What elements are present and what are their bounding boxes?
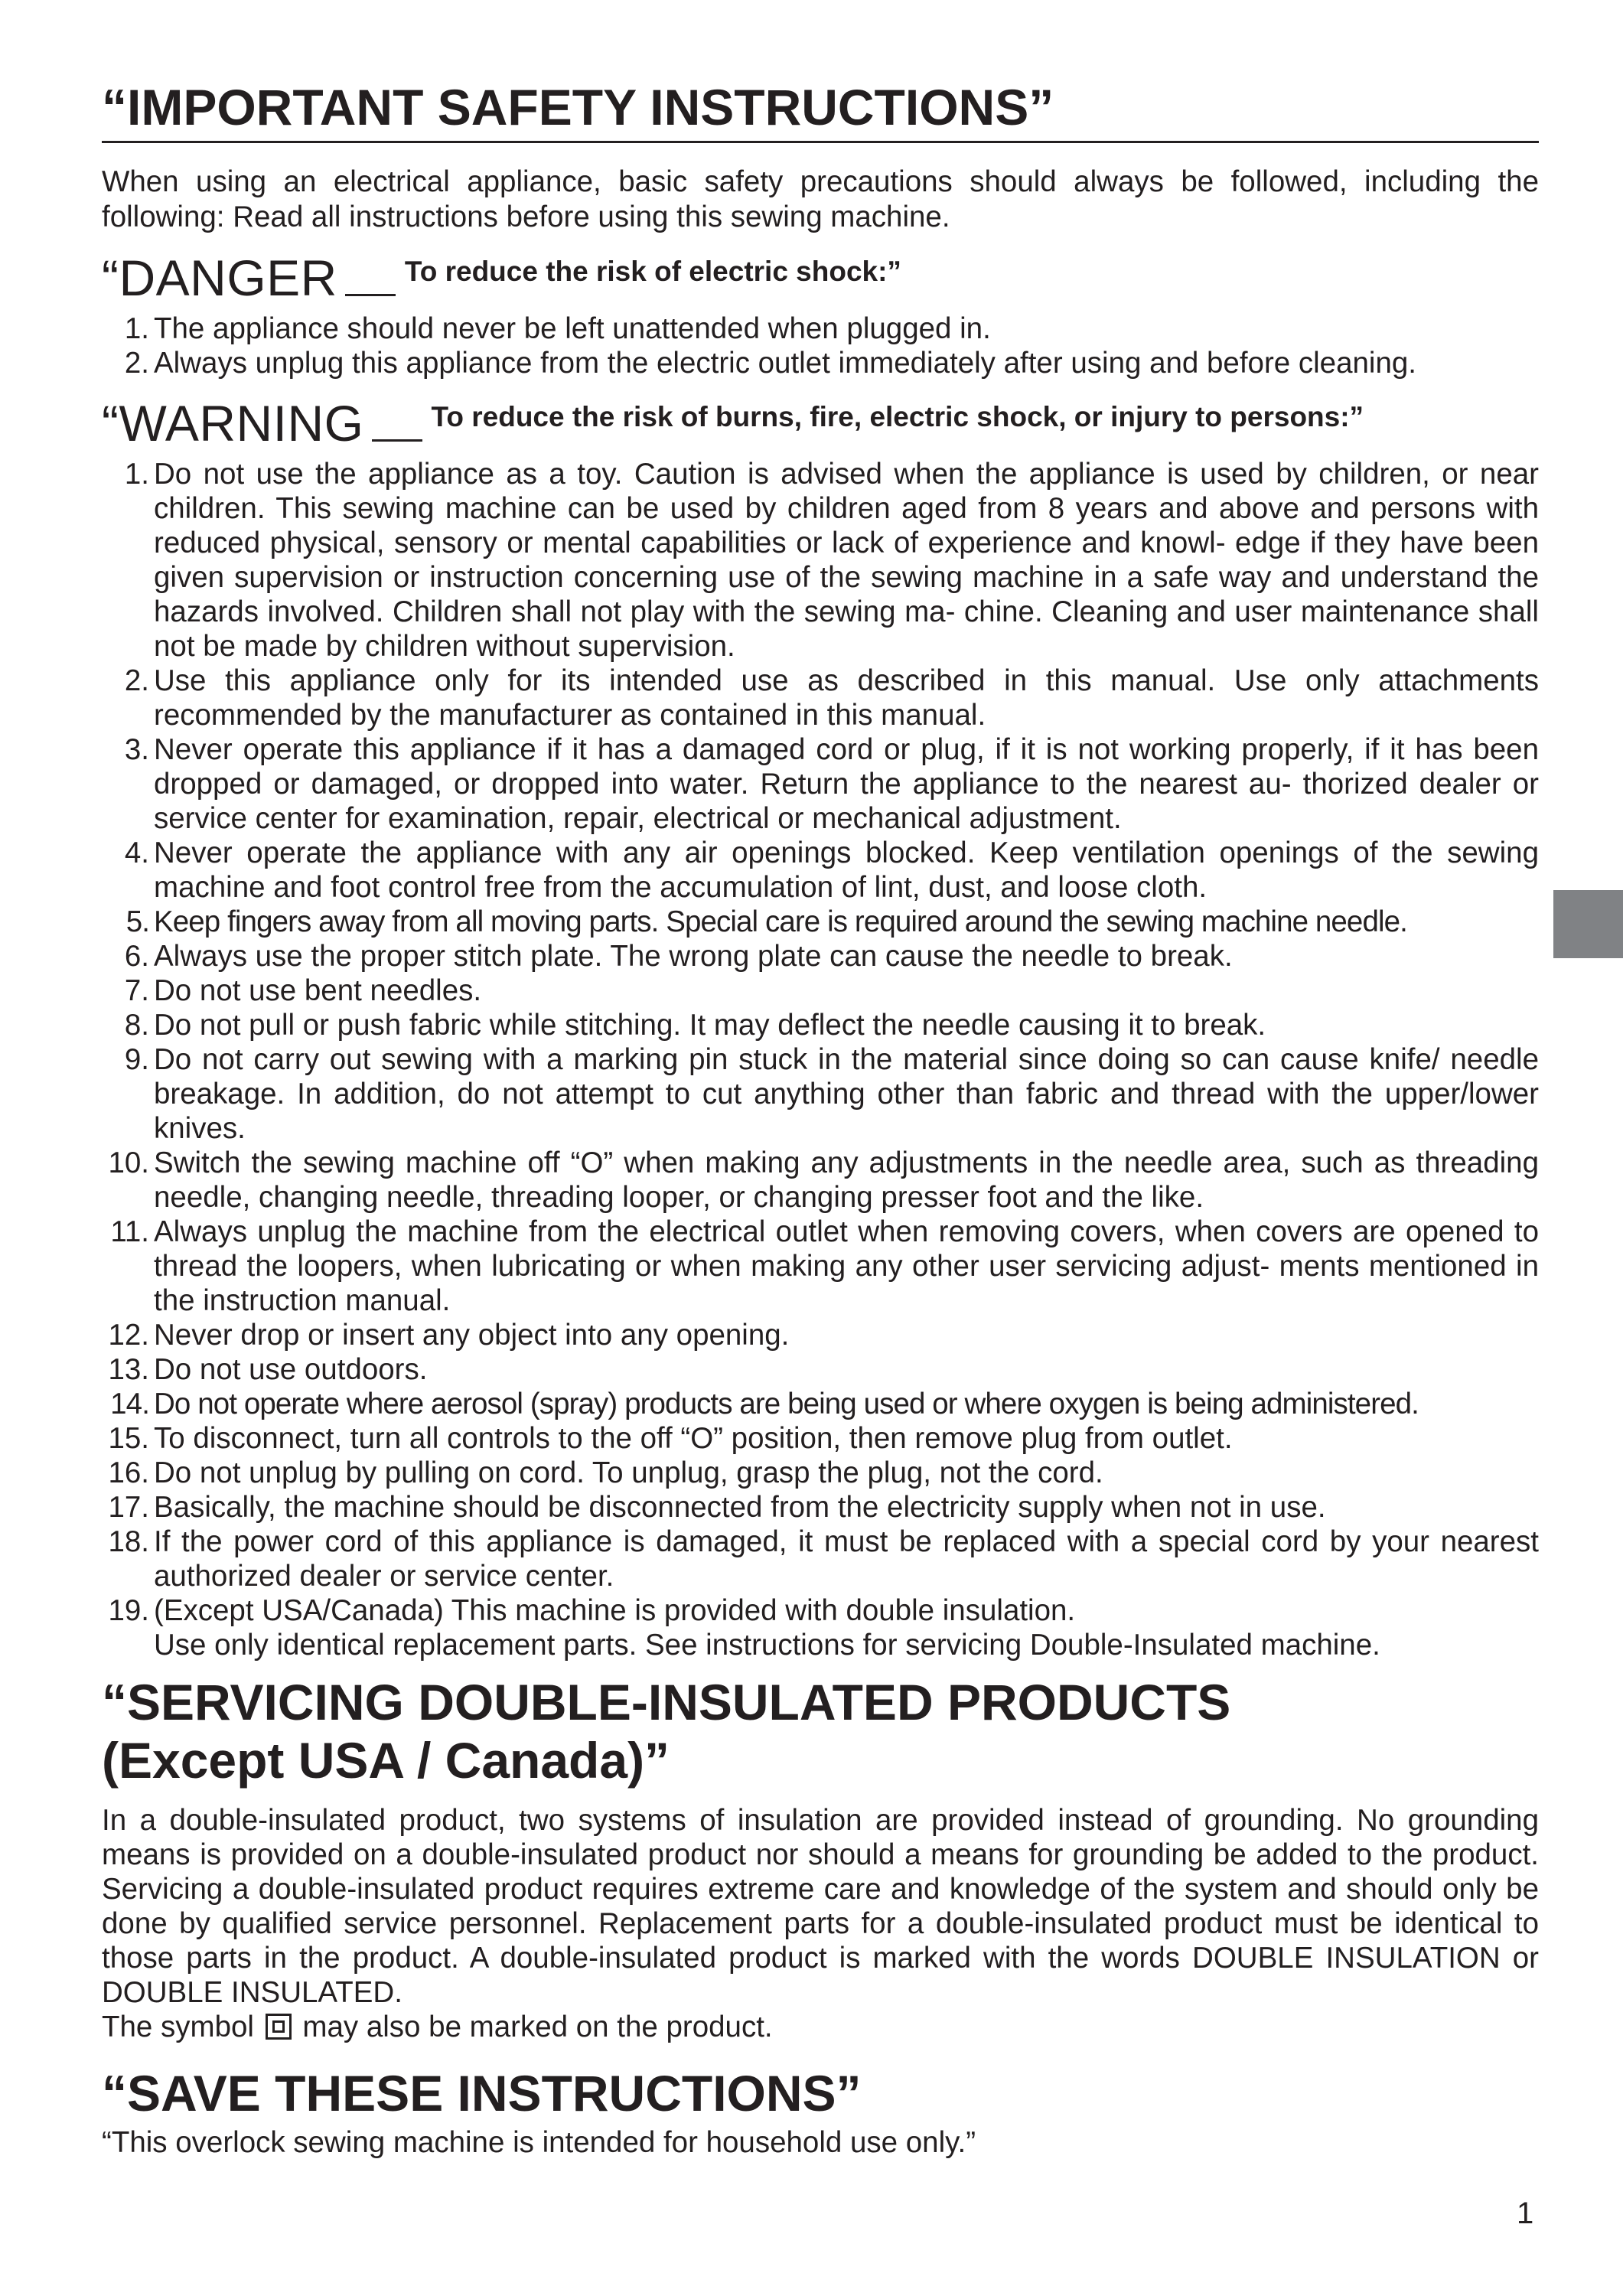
list-item: 2. Always unplug this appliance from the electric outlet immediately after using and before cleaning. [124,347,1416,380]
list-item: 3. Never operate this appliance if it has a damaged cord or plug, if it is not working properly, if it has been dropped or damaged, or dropped into water. Return the appliance to the nearest au- thorized dealer or service center for examination, repair, electrical or mechanical adjustment. [124,733,1539,835]
list-item: 7. Do not use bent needles. [124,974,482,1007]
warning-heading [102,388,1539,451]
warning-word: “WARNING [102,395,364,452]
warning-list [102,457,1539,1662]
list-item: 14. Do not operate where aerosol (spray) products are being used or where oxygen is being administered. [110,1388,1419,1420]
list-item: 1. The appliance should never be left unattended when plugged in. [124,312,991,345]
list-item: 11. Always unplug the machine from the electrical outlet when removing covers, when covers are opened to thread the loopers, when lubricating or when making any other user servicing adjust- ments mentioned in the instruction manual. [110,1215,1539,1317]
list-item: 6. Always use the proper stitch plate. The wrong plate can cause the needle to break. [124,940,1233,973]
page-title: “IMPORTANT SAFETY INSTRUCTIONS” [102,77,1539,143]
intro-paragraph: When using an electrical appliance, basic safety precautions should always be followed, including the following: Read all instructions before using this sewing machine. [102,165,1539,233]
list-item: 10. Switch the sewing machine off “O” when making any adjustments in the needle area, such as threading needle, changing needle, threading looper, or changing presser foot and the like. [108,1146,1539,1214]
servicing-body: In a double-insulated product, two systems of insulation are provided instead of grounding. No grounding means is provided on a double-insulated product nor should a means for grounding be added to the product. Servicing a double-insulated product requires extreme care and knowledge of the system and should only be done by qualified service personnel. Replacement parts for a double-insulated product must be identical to those parts in the product. A double-insulated product is marked with the words DOUBLE INSULATION or DOUBLE INSULATED. The symbol may also be marked on the product. [102,1804,1539,2043]
servicing-heading: “SERVICING DOUBLE-INSULATED PRODUCTS (Except USA / Canada)” [102,1674,1231,1789]
danger-list [102,311,1539,380]
save-heading: “SAVE THESE INSTRUCTIONS” [102,2065,862,2122]
section-tab-marker [1553,890,1623,958]
list-item: 5. Keep fingers away from all moving parts. Special care is required around the sewing machine needle. [125,905,1407,938]
household-note: “This overlock sewing machine is intended for household use only.” [102,2126,976,2159]
danger-subtitle: To reduce the risk of electric shock:” [404,256,901,287]
list-item: 15. To disconnect, turn all controls to the off “O” position, then remove plug from outlet. [108,1422,1233,1455]
list-item: 17. Basically, the machine should be disconnected from the electricity supply when not in use. [108,1491,1326,1524]
list-item: 4. Never operate the appliance with any air openings blocked. Keep ventilation openings of the sewing machine and foot control free from the accumulation of lint, dust, and loose cloth. [124,837,1539,904]
danger-heading [102,243,1539,305]
list-item: 18. If the power cord of this appliance is damaged, it must be replaced with a special cord by your nearest authorized dealer or service center. [108,1525,1539,1593]
danger-rule [345,294,396,296]
page-number: 1 [1517,2197,1534,2230]
list-item: 9. Do not carry out sewing with a marking pin stuck in the material since doing so can cause knife/ needle breakage. In addition, do not attempt to cut anything other than fabric and thread with the upper/lower knives. [124,1043,1539,1145]
list-item: 16. Do not unplug by pulling on cord. To unplug, grasp the plug, not the cord. [108,1456,1103,1489]
list-item: 12. Never drop or insert any object into any opening. [108,1319,790,1352]
warning-subtitle: To reduce the risk of burns, fire, electric shock, or injury to persons:” [431,401,1364,432]
list-item: 2. Use this appliance only for its intended use as described in this manual. Use only attachments recommended by the manufacturer as contained in this manual. [124,664,1539,732]
double-insulation-icon [266,2014,292,2040]
list-item: 13. Do not use outdoors. [108,1353,428,1386]
list-item: 19. (Except USA/Canada) This machine is provided with double insulation. Use only identical replacement parts. See instructions for servicing Double-Insulated machine. [108,1594,1380,1662]
warning-rule [372,439,422,442]
danger-word: “DANGER [102,249,337,306]
list-item: 8. Do not pull or push fabric while stitching. It may deflect the needle causing it to break. [124,1009,1266,1042]
list-item: 1. Do not use the appliance as a toy. Caution is advised when the appliance is used by children, or near children. This sewing machine can be used by children aged from 8 years and above and persons with reduced physical, sensory or mental capabilities or lack of experience and knowl- edge if they have been given supervision or instruction concerning use of the sewing machine in a safe way and understand the hazards involved. Children shall not play with the sewing ma- chine. Cleaning and user maintenance shall not be made by children without supervision. [124,458,1539,663]
safety-page [102,77,1539,2161]
